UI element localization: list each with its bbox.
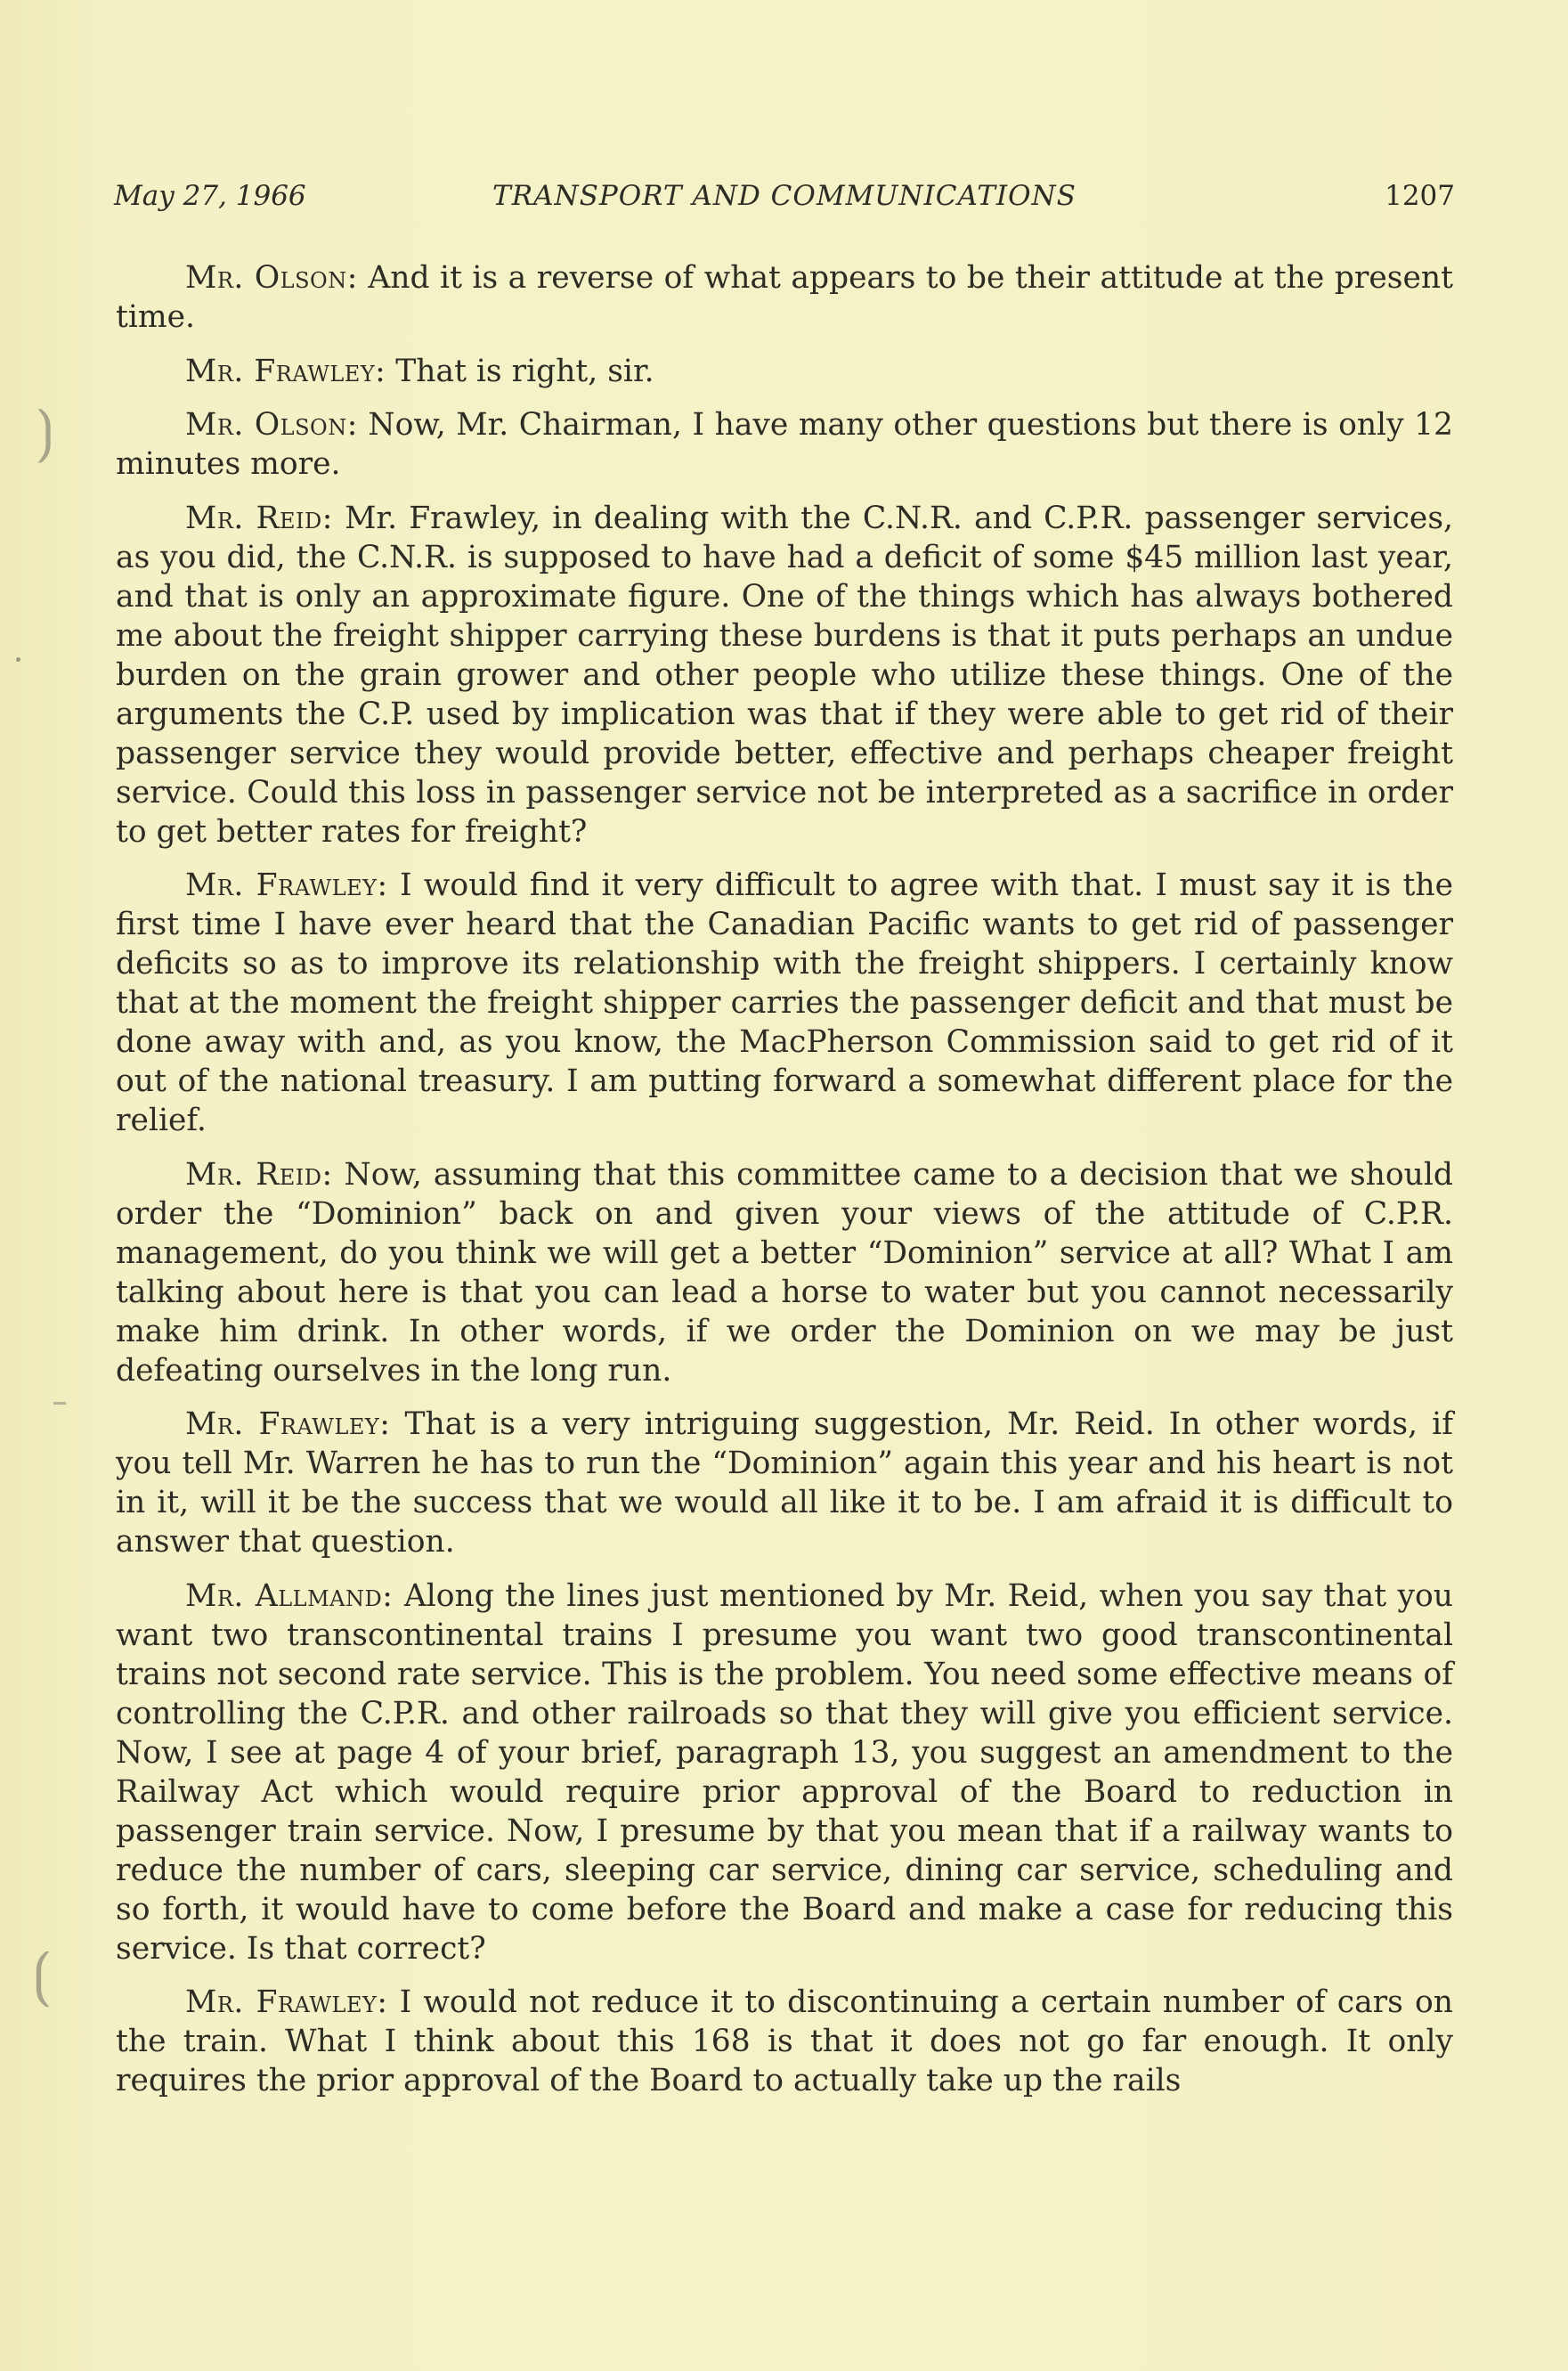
transcript-paragraph xyxy=(116,258,1453,337)
margin-speck xyxy=(53,1402,66,1405)
speaker-name: Mr. Frawley: xyxy=(185,1984,388,2020)
speech-text: Now, Mr. Chairman, I have many other questions but there is only 12 minutes more. xyxy=(116,407,1454,482)
margin-speck xyxy=(16,657,20,662)
header-date: May 27, 1966 xyxy=(114,180,306,212)
transcript-body xyxy=(116,258,1453,2115)
transcript-paragraph xyxy=(116,866,1453,1140)
speaker-name: Mr. Reid: xyxy=(185,500,333,536)
transcript-paragraph xyxy=(116,405,1453,484)
speech-text: And it is a reverse of what appears to be their attitude at the present time. xyxy=(116,260,1453,335)
speech-text: I would not reduce it to discontinuing a certain number of cars on the train. What I think about this 168 is that it does not go far enough. It only requires the prior approval of the Board to actually take up the rails xyxy=(116,1984,1453,2098)
transcript-paragraph xyxy=(116,1405,1453,1561)
speaker-name: Mr. Olson: xyxy=(185,407,358,443)
speaker-name: Mr. Frawley: xyxy=(185,1406,391,1442)
transcript-paragraph xyxy=(116,352,1453,391)
speaker-name: Mr. Olson: xyxy=(185,260,358,296)
speech-text: That is a very intriguing suggestion, Mr. Reid. In other words, if you tell Mr. Warren he has to run the “Dominion” again this year and his heart is not in it, will it be the success that we would all like it to be. I am afraid it is difficult to answer that question. xyxy=(116,1406,1453,1560)
speech-text: Along the lines just mentioned by Mr. Reid, when you say that you want two transcontinental trains I presume you want two good transcontinental trains not second rate service. This is the problem. You need some effective means of controlling the C.P.R. and other railroads so that they will give you efficient service. Now, I see at page 4 of your brief, paragraph 13, you suggest an amendment to the Railway Act which would require prior approval of the Board to reduction in passenger train service. Now, I presume by that you mean that if a railway wants to reduce the number of cars, sleeping car service, dining car service, scheduling and so forth, it would have to come before the Board and make a case for reducing this service. Is that correct? xyxy=(116,1577,1453,1967)
page-number: 1207 xyxy=(1385,180,1455,212)
speech-text: Now, assuming that this committee came to a decision that we should order the “Dominion” back on and given your views of the attitude of C.P.R. management, do you think we will get a better “Dominion” service at all? What I am talking about here is that you can lead a horse to water but you cannot necessarily make him drink. In other words, if we order the Dominion on we may be just defeating ourselves in the long run. xyxy=(116,1156,1453,1389)
running-header xyxy=(114,180,1455,223)
header-title: TRANSPORT AND COMMUNICATIONS xyxy=(492,180,1076,212)
transcript-paragraph xyxy=(116,1155,1453,1390)
transcript-paragraph xyxy=(116,1983,1453,2100)
speech-text: I would find it very difficult to agree with that. I must say it is the first time I have ever heard that the Canadian Pacific wants to get rid of passenger deficits so as to improve its relationship with the freight shippers. I certainly know that at the moment the freight shipper carries the passenger deficit and that must be done away with and, as you know, the MacPherson Commission said to get rid of it out of the national treasury. I am putting forward a somewhat different place for the relief. xyxy=(116,868,1453,1138)
margin-mark: ⟯ xyxy=(36,399,55,465)
margin-mark: ⟮ xyxy=(32,1940,52,2008)
transcript-paragraph xyxy=(116,499,1453,851)
speech-text: Mr. Frawley, in dealing with the C.N.R. and C.P.R. passenger services, as you did, the C.N.R. is supposed to have had a deficit of some $45 million last year, and that is only an approximate figure. One of the things which has always bothered me about the freight shipper carrying these burdens is that it puts perhaps an undue burden on the grain grower and other people who utilize these things. One of the arguments the C.P. used by implication was that if they were able to get rid of their passenger service they would provide better, effective and perhaps cheaper freight service. Could this loss in passenger service not be interpreted as a sacrifice in order to get better rates for freight? xyxy=(116,500,1453,850)
transcript-paragraph xyxy=(116,1577,1453,1968)
speech-text: That is right, sir. xyxy=(386,353,654,389)
speaker-name: Mr. Reid: xyxy=(185,1156,333,1193)
speaker-name: Mr. Frawley: xyxy=(185,868,388,903)
speaker-name: Mr. Frawley: xyxy=(185,353,386,389)
speaker-name: Mr. Allmand: xyxy=(185,1577,394,1614)
